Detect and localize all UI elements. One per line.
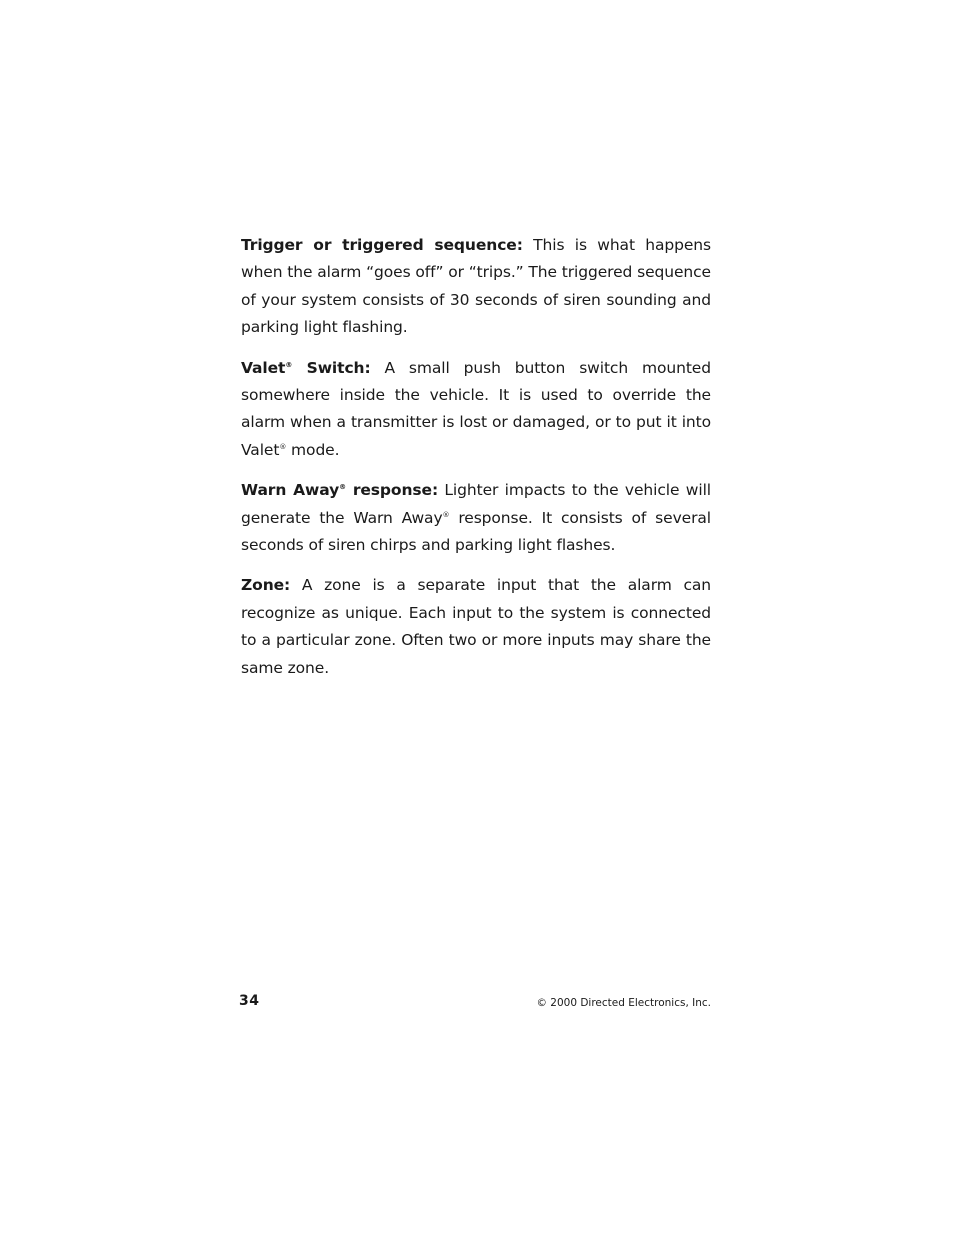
glossary-entry-valet-switch	[241, 355, 711, 465]
glossary-entry-zone	[241, 572, 711, 682]
glossary-definition: This is what happens when the alarm “goes off” or “trips.” The triggered sequence of your system consists of 30 seconds of siren sounding and parking light flashing.	[241, 236, 711, 337]
glossary-term	[241, 359, 371, 377]
glossary-term-text: Warn Away	[241, 481, 340, 500]
glossary-term-text: response:	[346, 481, 439, 500]
copyright-notice: © 2000 Directed Electronics, Inc.	[536, 997, 711, 1009]
page-number: 34	[239, 993, 260, 1009]
glossary-term	[241, 481, 438, 499]
glossary-term-text: Valet	[241, 358, 286, 377]
glossary-content	[241, 232, 711, 695]
glossary-definition: mode.	[286, 440, 340, 459]
registered-mark: ®	[339, 483, 347, 492]
glossary-definition: response. It consists of several seconds of siren chirps and parking light flashes.	[241, 508, 711, 555]
registered-mark: ®	[279, 442, 287, 451]
glossary-definition: A zone is a separate input that the alarm can recognize as unique. Each input to the system is connected to a particular zone. Often two or more inputs may share the same zone.	[241, 576, 711, 677]
glossary-definition: Lighter impacts to the vehicle will generate the Warn Away	[241, 481, 711, 527]
glossary-term-text: Switch:	[292, 358, 371, 377]
glossary-term: Zone:	[241, 576, 291, 595]
glossary-entry-warn-away	[241, 477, 711, 559]
glossary-entry-trigger	[241, 232, 711, 342]
glossary-definition: A small push button switch mounted somewhere inside the vehicle. It is used to override the alarm when a transmitter is lost or damaged, or to put it into Valet	[241, 358, 711, 459]
glossary-term: Trigger or triggered sequence:	[241, 236, 523, 254]
registered-mark: ®	[442, 510, 450, 519]
registered-mark: ®	[285, 360, 293, 369]
